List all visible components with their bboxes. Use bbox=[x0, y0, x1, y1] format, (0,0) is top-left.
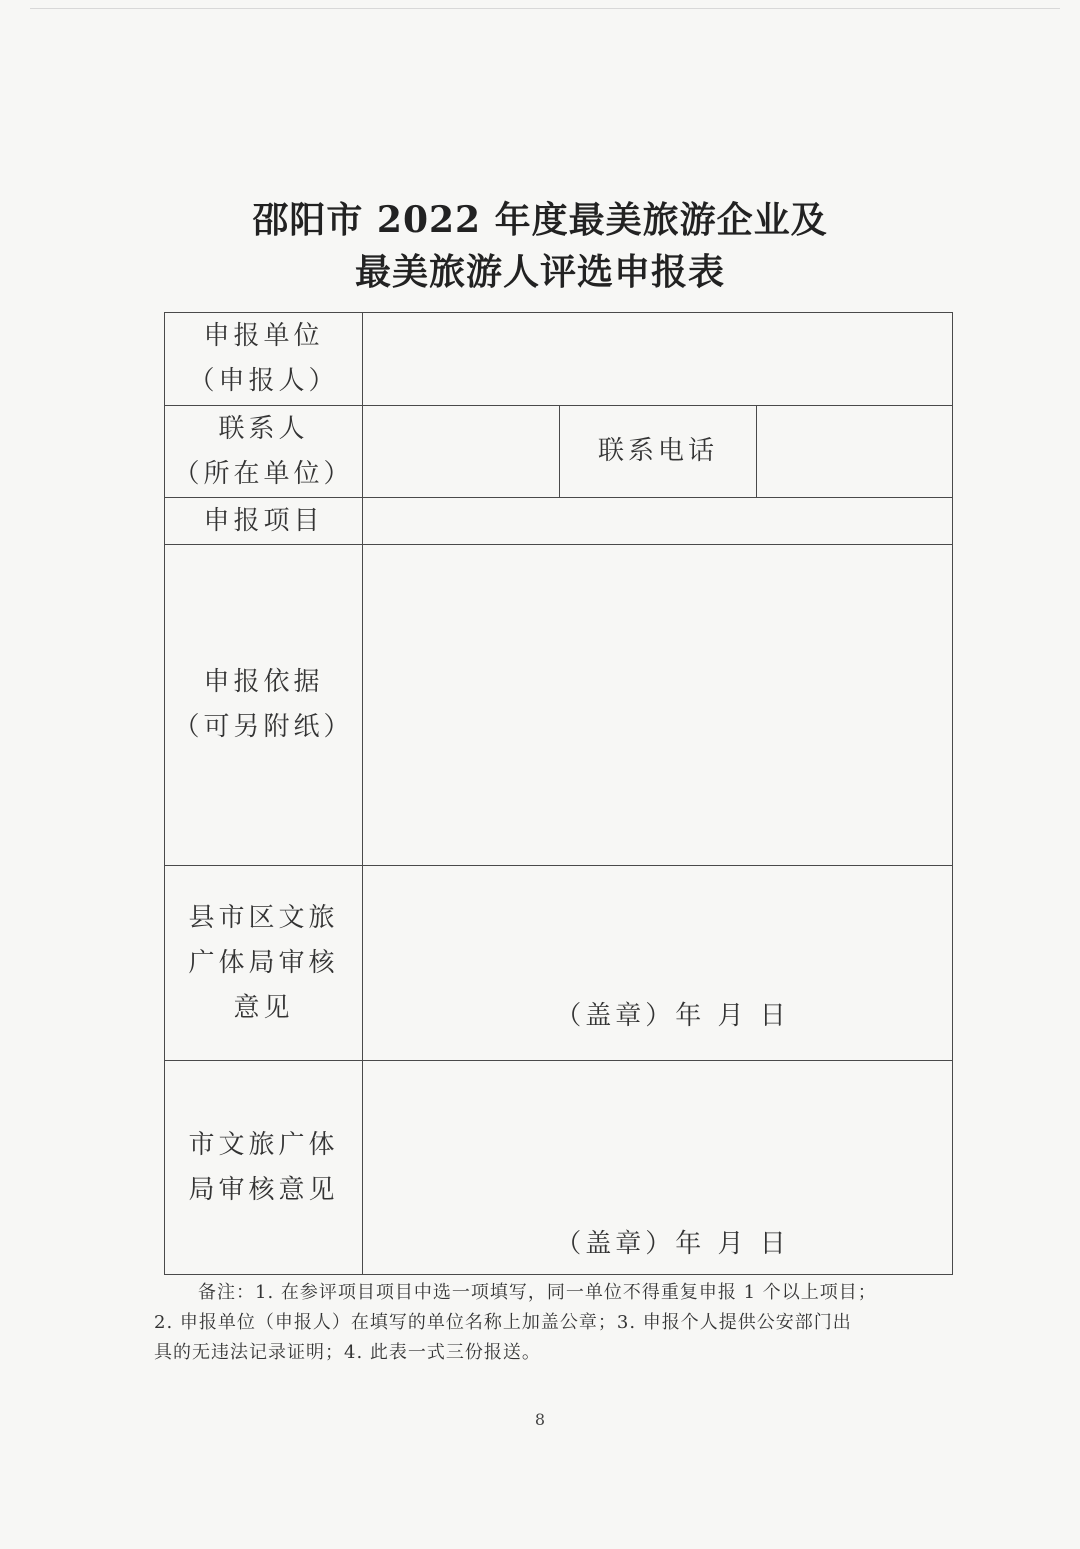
form-row-project bbox=[165, 498, 953, 545]
form-row-county-review bbox=[165, 866, 953, 1061]
city-seal-date: （盖章）年 月 日 bbox=[555, 1229, 790, 1259]
applicant-label-line-1: 申报单位 bbox=[203, 321, 324, 351]
county-review-label-line-1: 县市区文旅 bbox=[188, 902, 339, 933]
application-form-table bbox=[164, 312, 953, 1275]
form-row-city-review bbox=[165, 1061, 953, 1275]
contact-label bbox=[165, 406, 363, 498]
note-line-3: 具的无违法记录证明；4. 此表一式三份报送。 bbox=[154, 1342, 541, 1363]
county-review-label-line-3: 意见 bbox=[233, 992, 294, 1023]
county-review-field[interactable] bbox=[363, 866, 953, 1061]
scan-edge-line bbox=[30, 8, 1060, 9]
applicant-label bbox=[165, 313, 363, 406]
city-review-label-line-1: 市文旅广体 bbox=[188, 1129, 339, 1160]
county-review-label bbox=[165, 866, 363, 1061]
note-line-1: 备注：1. 在参评项目项目中选一项填写，同一单位不得重复申报 1 个以上项目； bbox=[198, 1282, 877, 1303]
project-label: 申报项目 bbox=[165, 498, 363, 545]
city-review-label-line-2: 局审核意见 bbox=[188, 1174, 339, 1205]
page-title-line-2: 最美旅游人评选申报表 bbox=[354, 251, 725, 293]
page-title-line-1: 邵阳市 2022 年度最美旅游企业及 bbox=[252, 199, 828, 241]
city-review-field[interactable] bbox=[363, 1061, 953, 1275]
contact-label-line-2: （所在单位） bbox=[173, 458, 354, 489]
project-field[interactable] bbox=[363, 498, 953, 545]
applicant-label-line-2: （申报人） bbox=[188, 366, 339, 396]
contact-field[interactable] bbox=[363, 406, 560, 498]
basis-label bbox=[165, 545, 363, 866]
applicant-field[interactable] bbox=[363, 313, 953, 406]
contact-label-line-1: 联系人 bbox=[218, 413, 309, 444]
page-number: 8 bbox=[534, 1410, 546, 1429]
form-row-contact bbox=[165, 406, 953, 498]
form-notes bbox=[154, 1278, 954, 1368]
basis-field[interactable] bbox=[363, 545, 953, 866]
county-review-label-line-2: 广体局审核 bbox=[188, 947, 339, 978]
form-row-applicant bbox=[165, 313, 953, 406]
phone-label: 联系电话 bbox=[560, 406, 757, 498]
basis-label-line-2: （可另附纸） bbox=[173, 712, 354, 742]
phone-field[interactable] bbox=[757, 406, 953, 498]
note-line-2: 2. 申报单位（申报人）在填写的单位名称上加盖公章；3. 申报个人提供公安部门出 bbox=[154, 1312, 852, 1333]
basis-label-line-1: 申报依据 bbox=[203, 667, 324, 697]
form-row-basis bbox=[165, 545, 953, 866]
city-review-label bbox=[165, 1061, 363, 1275]
county-seal-date: （盖章）年 月 日 bbox=[555, 1001, 790, 1031]
